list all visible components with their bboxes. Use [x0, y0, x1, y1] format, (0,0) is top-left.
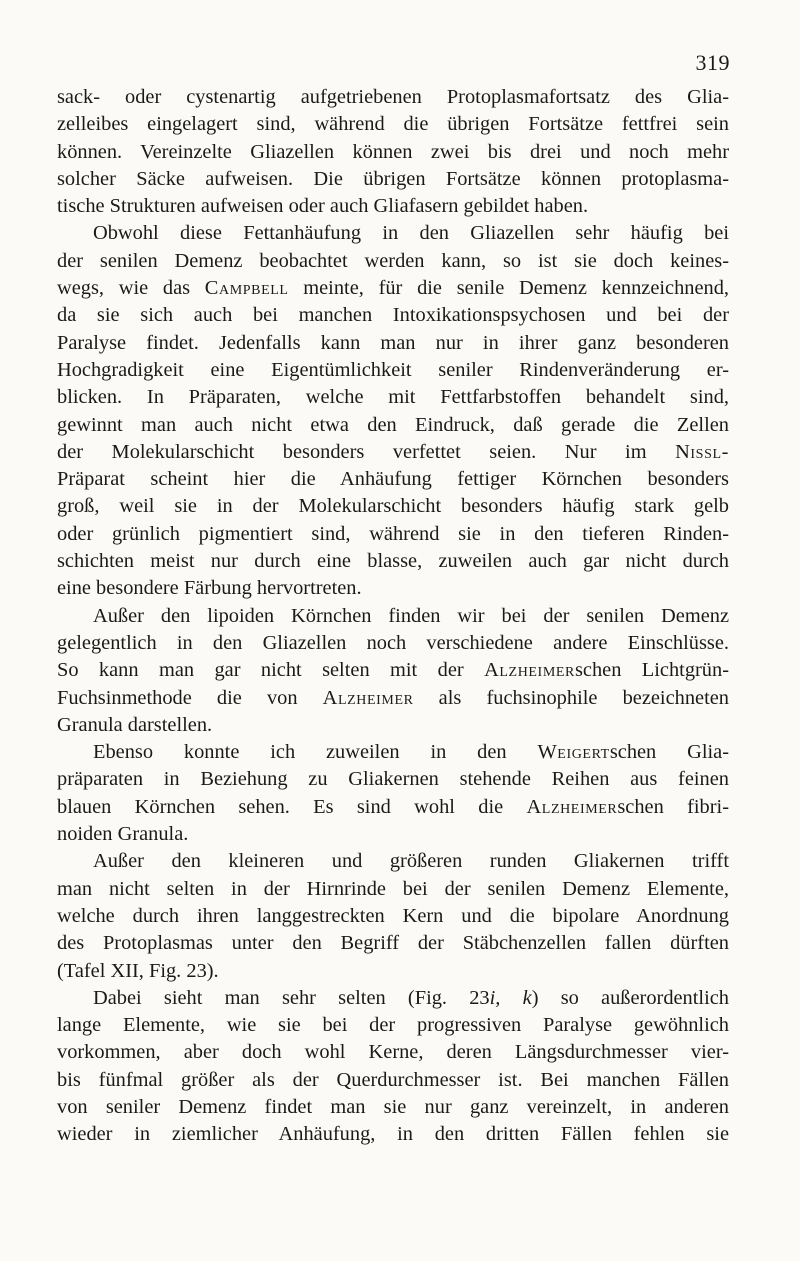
- text-line: [57, 84, 729, 111]
- text-run: von seniler Demenz findet man sie nur ganz vereinzelt, in anderen: [57, 1095, 729, 1118]
- text-run: gelegentlich in den Gliazellen noch verschiedene andere Einschlüsse.: [57, 631, 729, 654]
- author-name: Alzheimer: [322, 686, 414, 709]
- text-line: [57, 548, 729, 575]
- text-run: oder grünlich pigmentiert sind, während sie in den tieferen Rinden-: [57, 522, 729, 545]
- text-line: [57, 876, 729, 903]
- paragraph: [57, 603, 729, 739]
- text-line: [57, 685, 729, 712]
- text-run: Fuchsinmethode die von: [57, 686, 323, 709]
- text-line: [57, 603, 729, 630]
- text-run: als fuchsinophile bezeichneten: [413, 686, 729, 709]
- text-line: [57, 521, 729, 548]
- text-line: [57, 439, 729, 466]
- text-line: [57, 712, 729, 739]
- text-run: So kann man gar nicht selten mit der: [57, 659, 485, 682]
- text-line: [57, 930, 729, 957]
- text-run: tische Strukturen aufweisen oder auch Gliafasern gebildet haben.: [57, 195, 589, 218]
- text-run: vorkommen, aber doch wohl Kerne, deren Längsdurchmesser vier-: [57, 1041, 729, 1064]
- text-line: [57, 739, 729, 766]
- text-run: groß, weil sie in der Molekularschicht besonders häufig stark gelb: [57, 495, 729, 518]
- text-run: wieder in ziemlicher Anhäufung, in den dritten Fällen fehlen sie: [57, 1123, 729, 1146]
- text-run: man nicht selten in der Hirnrinde bei der senilen Demenz Elemente,: [57, 877, 729, 900]
- paragraph: [57, 739, 729, 848]
- text-run: Ebenso konnte ich zuweilen in den: [93, 741, 538, 764]
- text-line: [57, 1067, 729, 1094]
- text-run: schen fibri-: [617, 795, 730, 818]
- author-name: Weigert: [537, 741, 610, 764]
- text-line: [57, 848, 729, 875]
- text-line: [57, 1121, 729, 1148]
- text-run: schen Lichtgrün-: [574, 659, 729, 682]
- text-line: [57, 466, 729, 493]
- text-run: (Tafel XII, Fig. 23).: [57, 959, 219, 982]
- text-line: [57, 384, 729, 411]
- text-line: [57, 1039, 729, 1066]
- author-name: Alzheimer: [526, 795, 618, 818]
- paragraph: [57, 220, 729, 602]
- text-line: [57, 275, 729, 302]
- text-run: lange Elemente, wie sie bei der progressiven Paralyse gewöhnlich: [57, 1014, 729, 1037]
- text-line: [57, 630, 729, 657]
- text-line: [57, 302, 729, 329]
- text-line: [57, 330, 729, 357]
- text-run: blauen Körnchen sehen. Es sind wohl die: [57, 795, 527, 818]
- text-line: [57, 575, 729, 602]
- text-run: Präparat scheint hier die Anhäufung fettiger Körnchen besonders: [57, 468, 729, 491]
- author-name: Alzheimer: [484, 659, 575, 682]
- text-run: der Molekularschicht besonders verfettet seien. Nur im: [57, 440, 676, 463]
- text-run: präparaten in Beziehung zu Gliakernen stehende Reihen aus feinen: [57, 768, 729, 791]
- text-line: [57, 1012, 729, 1039]
- text-run: welche durch ihren langgestreckten Kern und die bipolare Anordnung: [57, 904, 729, 927]
- text-run: da sie sich auch bei manchen Intoxikationspsychosen und bei der: [57, 304, 729, 327]
- text-run: schen Glia-: [609, 741, 730, 764]
- text-line: [57, 1094, 729, 1121]
- text-run: schichten meist nur durch eine blasse, zuweilen auch gar nicht durch: [57, 550, 729, 573]
- text-run: gewinnt man auch nicht etwa den Eindruck, daß gerade die Zellen: [57, 413, 729, 436]
- author-name: Nissl-: [675, 440, 729, 463]
- text-run: meinte, für die senile Demenz kennzeichnend,: [288, 277, 730, 300]
- text-line: [57, 139, 729, 166]
- text-run: Obwohl diese Fettanhäufung in den Gliazellen sehr häufig bei: [93, 222, 729, 245]
- text-run: Granula darstellen.: [57, 713, 213, 736]
- text-run: Hochgradigkeit eine Eigentümlichkeit seniler Rindenveränderung er-: [57, 358, 729, 381]
- page-number: 319: [695, 50, 730, 75]
- text-run: blicken. In Präparaten, welche mit Fettfarbstoffen behandelt sind,: [57, 386, 729, 409]
- text-run: zelleibes eingelagert sind, während die übrigen Fortsätze fettfrei sein: [57, 113, 729, 136]
- body-text: [57, 84, 729, 1149]
- text-run: Außer den lipoiden Körnchen finden wir bei der senilen Demenz: [93, 604, 729, 627]
- text-line: [57, 357, 729, 384]
- text-run: solcher Säcke aufweisen. Die übrigen Fortsätze können protoplasma-: [57, 167, 729, 190]
- text-line: [57, 958, 729, 985]
- text-line: [57, 794, 729, 821]
- text-run: noiden Granula.: [57, 823, 189, 846]
- text-line: [57, 821, 729, 848]
- text-run: eine besondere Färbung hervortreten.: [57, 577, 362, 600]
- text-line: [57, 220, 729, 247]
- figure-reference: i, k: [489, 986, 532, 1009]
- author-name: Campbell: [204, 277, 289, 300]
- text-line: [57, 166, 729, 193]
- paragraph: [57, 848, 729, 984]
- paragraph: [57, 985, 729, 1149]
- text-run: sack- oder cystenartig aufgetriebenen Protoplasmafortsatz des Glia-: [57, 86, 729, 108]
- text-line: [57, 766, 729, 793]
- text-run: Außer den kleineren und größeren runden Gliakernen trifft: [93, 850, 729, 873]
- text-run: ) so außerordentlich: [531, 986, 729, 1009]
- text-line: [57, 111, 729, 138]
- text-line: [57, 903, 729, 930]
- text-run: Paralyse findet. Jedenfalls kann man nur in ihrer ganz besonderen: [57, 331, 729, 354]
- text-line: [57, 493, 729, 520]
- text-run: Dabei sieht man sehr selten (Fig. 23: [93, 986, 490, 1009]
- text-run: der senilen Demenz beobachtet werden kann, so ist sie doch keines-: [57, 249, 729, 272]
- paragraph: [57, 84, 729, 220]
- text-line: [57, 985, 729, 1012]
- text-line: [57, 657, 729, 684]
- text-run: des Protoplasmas unter den Begriff der Stäbchenzellen fallen dürften: [57, 932, 729, 955]
- text-run: können. Vereinzelte Gliazellen können zwei bis drei und noch mehr: [57, 140, 729, 163]
- text-line: [57, 248, 729, 275]
- text-run: bis fünfmal größer als der Querdurchmesser ist. Bei manchen Fällen: [57, 1068, 729, 1091]
- text-line: [57, 193, 729, 220]
- text-run: wegs, wie das: [57, 277, 205, 300]
- text-line: [57, 412, 729, 439]
